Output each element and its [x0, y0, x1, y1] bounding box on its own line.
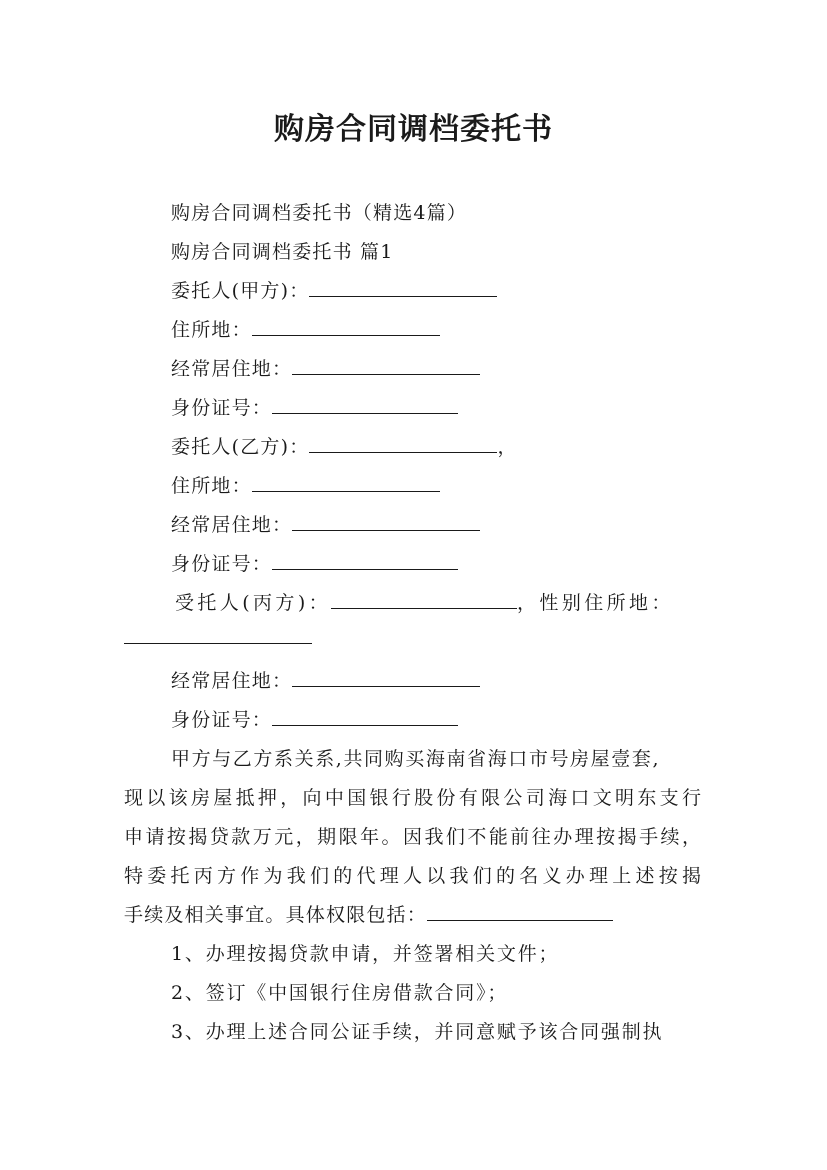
blank-line: [272, 554, 458, 570]
paragraph-line: 申请按揭贷款万元，期限年。因我们不能前往办理按揭手续，: [124, 826, 702, 848]
field-id-c: [171, 705, 458, 732]
field-label: 委托人(乙方)：: [171, 436, 310, 458]
blank-line: [331, 593, 517, 609]
blank-line: [272, 710, 458, 726]
field-label: 受托人(丙方)：: [175, 592, 332, 614]
field-party-a: [171, 276, 497, 303]
blank-line: [309, 437, 497, 453]
list-item: 2、签订《中国银行住房借款合同》；: [171, 982, 509, 1004]
blank-line: [272, 398, 458, 414]
blank-line: [292, 359, 480, 375]
paragraph-text: 手续及相关事宜。具体权限包括：: [124, 904, 428, 926]
blank-line: [124, 628, 312, 644]
section-heading: 购房合同调档委托书 篇1: [171, 241, 394, 263]
document-title: 购房合同调档委托书: [274, 112, 553, 147]
field-residence-a: [171, 354, 480, 381]
field-address-a: [171, 315, 440, 342]
field-party-c-blank: [124, 627, 312, 649]
paragraph-line-last: [124, 900, 613, 927]
field-label: 住所地：: [171, 319, 252, 341]
field-address-b: [171, 471, 440, 498]
field-label: 住所地：: [171, 475, 252, 497]
field-residence-b: [171, 510, 480, 537]
paragraph-line: 甲方与乙方系关系,共同购买海南省海口市号房屋壹套,: [171, 748, 661, 770]
blank-line: [252, 476, 440, 492]
blank-line: [252, 320, 440, 336]
field-label: 经常居住地：: [171, 514, 293, 536]
field-label: 身份证号：: [171, 553, 273, 575]
paragraph-line: 特委托丙方作为我们的代理人以我们的名义办理上述按揭: [124, 865, 702, 887]
field-label: 委托人(甲方)：: [171, 280, 310, 302]
field-residence-c: [171, 666, 480, 693]
list-item: 1、办理按揭贷款申请，并签署相关文件；: [171, 943, 560, 965]
blank-line: [292, 671, 480, 687]
field-id-b: [171, 549, 458, 576]
paragraph-line: 现以该房屋抵押，向中国银行股份有限公司海口文明东支行: [124, 787, 702, 809]
field-label: 身份证号：: [171, 709, 273, 731]
field-label: 身份证号：: [171, 397, 273, 419]
field-party-b: [171, 432, 518, 459]
blank-line: [427, 905, 613, 921]
field-id-a: [171, 393, 458, 420]
field-suffix: ，: [497, 436, 518, 458]
subtitle: 购房合同调档委托书（精选4篇）: [171, 202, 468, 224]
field-label-gender-address: ，性别住所地：: [517, 592, 674, 614]
blank-line: [292, 515, 480, 531]
field-party-c: [175, 588, 674, 615]
field-label: 经常居住地：: [171, 358, 293, 380]
blank-line: [309, 281, 497, 297]
list-item: 3、办理上述合同公证手续，并同意赋予该合同强制执: [171, 1021, 664, 1043]
field-label: 经常居住地：: [171, 670, 293, 692]
